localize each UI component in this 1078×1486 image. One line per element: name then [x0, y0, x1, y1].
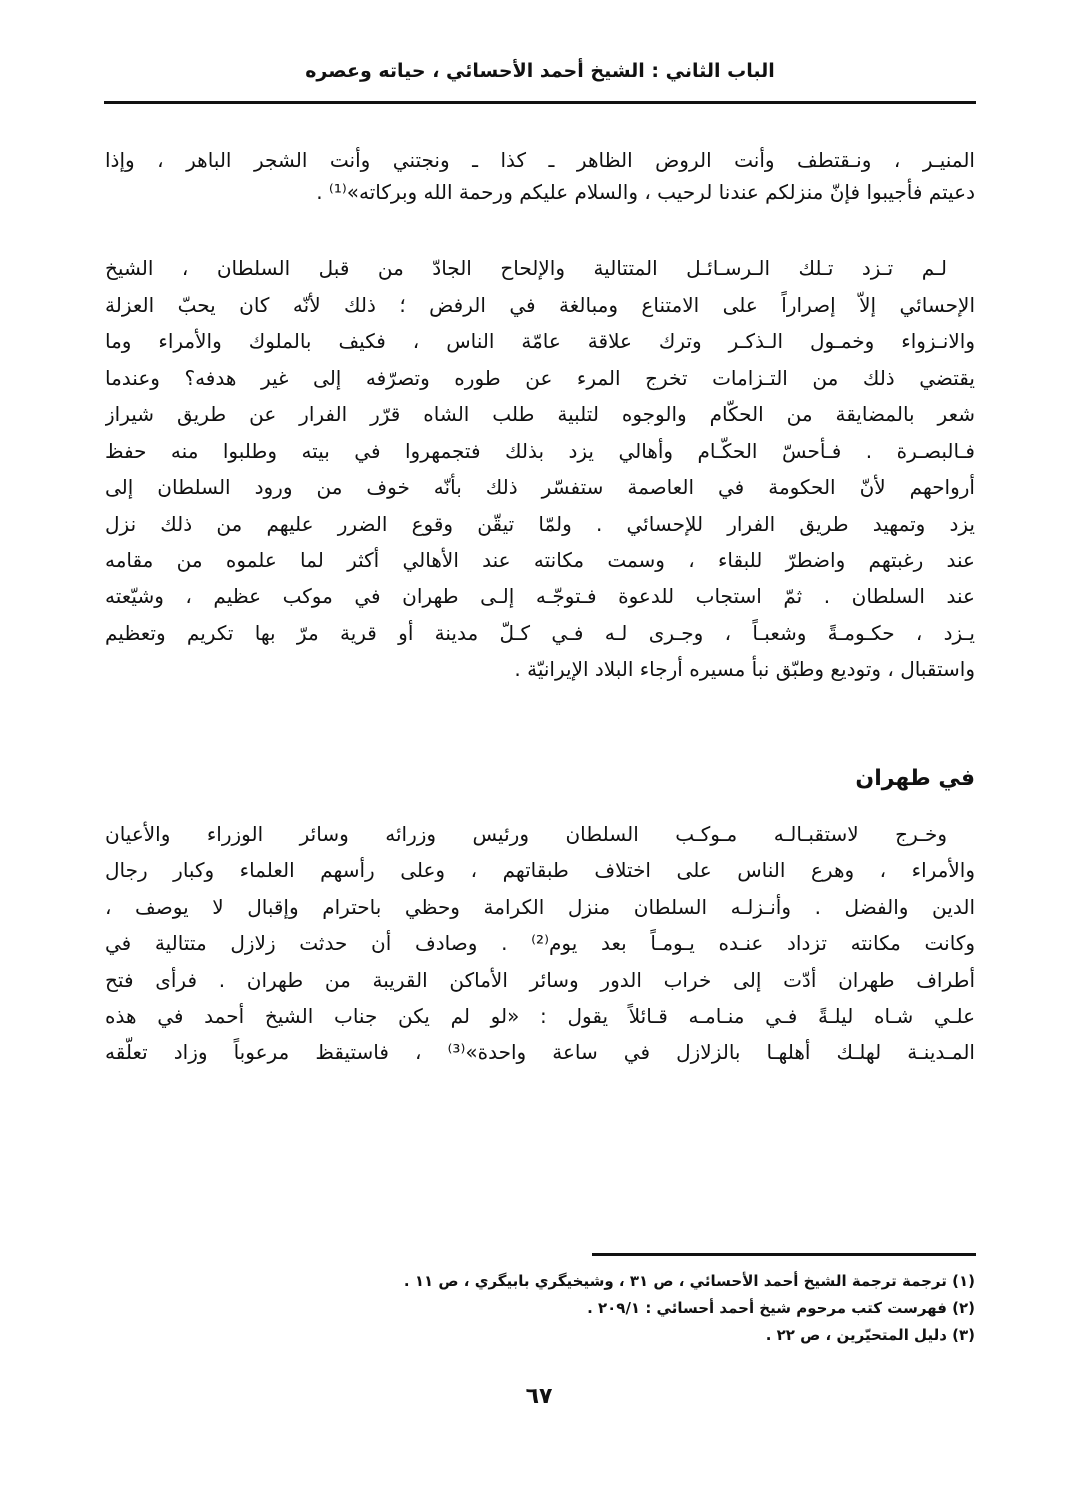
footnote-3: (٣) دليل المتحيّرين ، ص ٢٢ .	[765, 1326, 975, 1344]
paragraph2-line: عند السلطان . ثمّ استجاب للدعوة فـتوجّـه إلـى طهران في موكب عظيم ، وشيّعته	[105, 584, 975, 608]
paragraph2-line: يزد وتمهيد طريق الفرار للإحسائي . ولمّا تيقّن وقوع الضرر عليهم من ذلك نزل	[105, 512, 975, 536]
paragraph2-line: عند رغبتهم واضطرّ للبقاء ، وسمت مكانته عند الأهالي أكثر لما علموه من مقامه	[105, 548, 975, 572]
paragraph2-line: والانـزواء وخمـول الـذكـر وترك علاقة عامّة الناس ، فكيف بالملوك والأمراء وما	[105, 329, 975, 353]
paragraph3-line: والأمراء ، وهرع الناس على اختلاف طبقاتهم ، وعلى رأسهم العلماء وكبار رجال	[105, 858, 975, 882]
paragraph3-line: وكانت مكانته تزداد عنـده يـومـاً بعد يوم⁽²⁾ . وصادف أن حدثت زلازل متتالية في	[105, 931, 975, 955]
paragraph2-line: فـالبصـرة . فـأحسّ الحكّـام وأهالي يزد بذلك فتجمهروا في بيته وطلبوا منه حفظ	[105, 439, 975, 463]
paragraph3-line: المـدينـة لهلـك أهلهـا بالزلازل في ساعة واحدة»⁽³⁾ ، فاستيقظ مرعوباً وزاد تعلّقه	[105, 1040, 975, 1064]
footnote-divider	[592, 1253, 976, 1256]
paragraph1-line: دعيتم فأجيبوا فإنّ منزلكم عندنا لرحيب ، والسلام عليكم ورحمة الله وبركاته»⁽¹⁾ .	[316, 180, 975, 204]
section-heading: في طهران	[855, 766, 975, 791]
paragraph2-line: أرواحهم لأنّ الحكومة في العاصمة ستفسّر ذلك بأنّه خوف من ورود السلطان إلى	[105, 475, 975, 499]
paragraph3-line: علـي شـاه ليلـةً فـي منـامـه قـائلاً يقول : «لو لم يكن جناب الشيخ أحمد في هذه	[105, 1004, 975, 1028]
paragraph3-line: وخـرج لاستقبـالـه مـوكـب السلطان ورئيس وزرائه وسائر الوزراء والأعيان	[105, 822, 947, 846]
page-number: ٦٧	[525, 1384, 553, 1409]
paragraph1-line: المنيـر ، ونـقتطف وأنت الروض الظاهر ـ كذا ـ ونجتني وأنت الشجر الباهر ، وإذا	[105, 148, 975, 172]
paragraph2-line: يـزد ، حكـومـةً وشعبـاً ، وجـرى لـه فـي كـلّ مدينة أو قرية مرّ بها تكريم وتعظيم	[105, 621, 975, 645]
paragraph2-line: لـم تـزد تـلك الـرسـائـل المتتالية والإلحاح الجادّ من قبل السلطان ، الشيخ	[105, 256, 947, 280]
footnote-2: (٢) فهرست كتب مرحوم شيخ أحمد أحسائي : ٢٠٩/١ .	[587, 1299, 975, 1317]
paragraph3-line: أطراف طهران أدّت إلى خراب الدور وسائر الأماكن القريبة من طهران . فرأى فتح	[105, 968, 975, 992]
paragraph2-line: واستقبال ، وتوديع وطبّق نبأ مسيره أرجاء البلاد الإيرانيّة .	[514, 657, 975, 681]
running-header: الباب الثاني : الشيخ أحمد الأحسائي ، حياته وعصره	[305, 60, 775, 82]
header-divider	[104, 101, 976, 104]
paragraph2-line: شعر بالمضايقة من الحكّام والوجوه لتلبية طلب الشاه قرّر الفرار عن طريق شيراز	[105, 402, 975, 426]
paragraph2-line: يقتضي ذلك من التـزامات تخرج المرء عن طوره وتصرّفه إلى غير هدفه؟ وعندما	[105, 366, 975, 390]
footnote-1: (١) ترجمة ترجمة الشيخ أحمد الأحسائي ، ص ٣١ ، وشيخيگري بابيگري ، ص ١١ .	[403, 1272, 975, 1290]
paragraph2-line: الإحسائي إلاّ إصراراً على الامتناع ومبالغة في الرفض ؛ ذلك لأنّه كان يحبّ العزلة	[105, 293, 975, 317]
paragraph3-line: الدين والفضل . وأنـزلـه السلطان منزل الكرامة وحظي باحترام وإقبال لا يوصف ،	[105, 895, 975, 919]
